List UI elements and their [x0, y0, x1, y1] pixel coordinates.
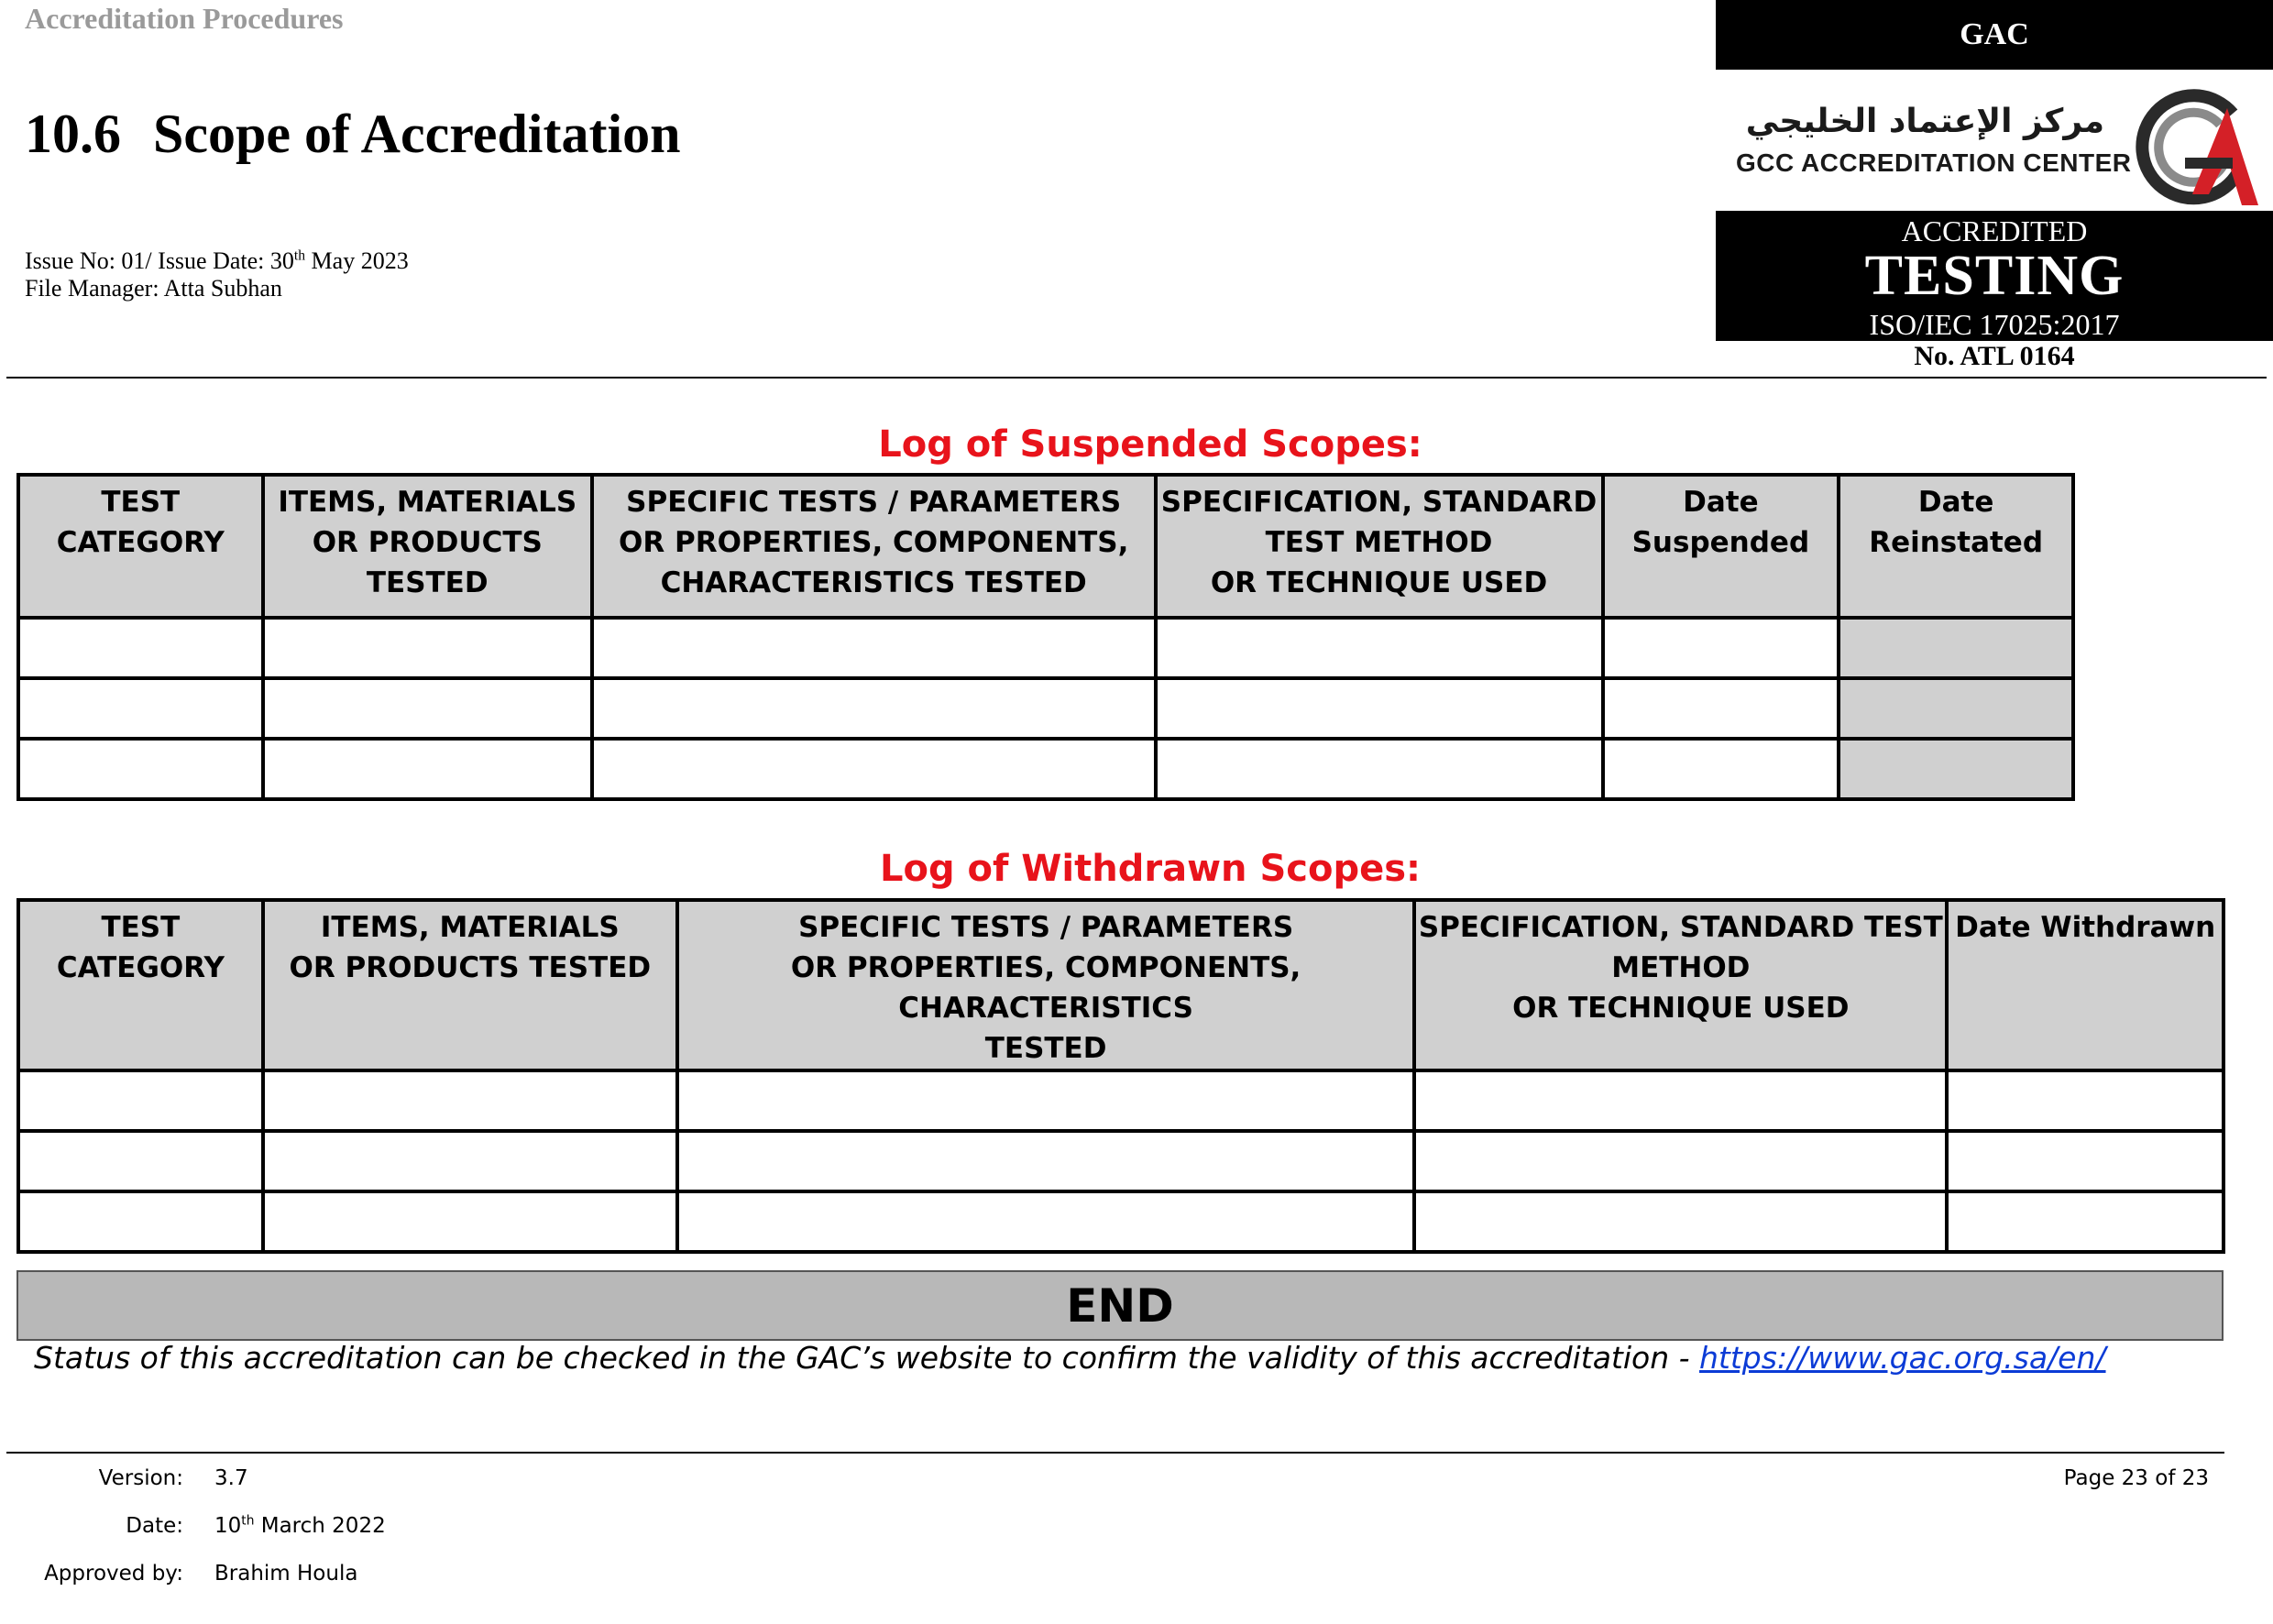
column-header	[677, 900, 1414, 1070]
table-header-row	[18, 475, 2073, 618]
section-title-text: Scope of Accreditation	[153, 104, 681, 164]
gac-banner-text: GAC	[1960, 17, 2029, 51]
table-cell	[18, 618, 263, 678]
standard-label: ISO/IEC 17025:2017	[1869, 308, 2120, 341]
date-value	[214, 1514, 386, 1538]
logo-english-text: GCC ACCREDITATION CENTER	[1736, 148, 2132, 177]
table-cell	[1603, 618, 1839, 678]
issue-info	[25, 247, 409, 275]
document-category: Accreditation Procedures	[25, 2, 344, 35]
status-note	[34, 1340, 2106, 1376]
column-header	[1603, 475, 1839, 618]
table-cell	[592, 618, 1156, 678]
column-header	[263, 475, 592, 618]
table-cell	[1947, 1131, 2224, 1191]
table-cell	[592, 739, 1156, 799]
approved-value: Brahim Houla	[214, 1562, 358, 1586]
section-title	[25, 103, 680, 166]
footer-divider	[6, 1452, 2224, 1454]
file-manager: File Manager: Atta Subhan	[25, 275, 282, 302]
column-header-line: SPECIFICATION, STANDARD TEST	[1418, 911, 1943, 944]
column-header-line: SPECIFICATION, STANDARD	[1160, 486, 1598, 519]
gac-logo-icon	[2125, 77, 2260, 213]
table-cell	[263, 739, 592, 799]
table-cell	[1156, 618, 1603, 678]
column-header-line: ITEMS, MATERIALS	[278, 486, 577, 519]
table-cell	[18, 1070, 263, 1131]
table-row	[18, 739, 2073, 799]
column-header-line: METHOD	[1611, 951, 1751, 984]
column-header	[1156, 475, 1603, 618]
date-suffix: March 2022	[254, 1514, 386, 1538]
column-header-line: TEST	[101, 911, 181, 944]
column-header	[1839, 475, 2073, 618]
column-header-line: Date Withdrawn	[1955, 911, 2216, 944]
table-cell	[677, 1070, 1414, 1131]
withdrawn-scopes-table	[16, 898, 2225, 1254]
header-divider	[6, 377, 2267, 379]
version-label: Version:	[98, 1466, 183, 1490]
table-cell	[677, 1191, 1414, 1252]
end-banner	[16, 1270, 2224, 1341]
table-cell	[677, 1131, 1414, 1191]
table-cell	[263, 1191, 677, 1252]
suspended-scopes-title: Log of Suspended Scopes:	[878, 423, 1422, 466]
table-row	[18, 678, 2073, 739]
column-header-line: OR PRODUCTS TESTED	[289, 951, 652, 984]
column-header-line: OR PROPERTIES, COMPONENTS, CHARACTERISTICS	[790, 951, 1301, 1025]
column-header-line: Suspended	[1631, 526, 1810, 559]
page-number: Page 23 of 23	[2063, 1466, 2209, 1490]
column-header-line: SPECIFIC TESTS / PARAMETERS	[626, 486, 1122, 519]
issue-prefix: Issue No: 01/ Issue Date: 30	[25, 247, 294, 274]
column-header	[592, 475, 1156, 618]
table-cell	[1839, 739, 2073, 799]
table-cell	[1156, 739, 1603, 799]
column-header	[18, 900, 263, 1070]
table-row	[18, 1191, 2224, 1252]
table-cell	[18, 1131, 263, 1191]
column-header-line: CATEGORY	[56, 526, 225, 559]
column-header-line: OR TECHNIQUE USED	[1210, 566, 1548, 599]
table-cell	[1414, 1070, 1947, 1131]
approved-label: Approved by:	[44, 1562, 183, 1586]
accredited-label: ACCREDITED	[1901, 214, 2088, 247]
column-header-line: CHARACTERISTICS TESTED	[660, 566, 1087, 599]
column-header	[18, 475, 263, 618]
column-header	[263, 900, 677, 1070]
table-cell	[263, 678, 592, 739]
table-row	[18, 618, 2073, 678]
column-header-line: Reinstated	[1869, 526, 2044, 559]
table-cell	[592, 678, 1156, 739]
table-row	[18, 1070, 2224, 1131]
table-cell	[1414, 1131, 1947, 1191]
column-header-line: TESTED	[984, 1032, 1107, 1065]
gac-banner	[1716, 0, 2273, 70]
column-header-line: Date	[1683, 486, 1759, 519]
issue-sup: th	[293, 247, 306, 264]
table-cell	[1947, 1070, 2224, 1131]
column-header-line: TESTED	[366, 566, 489, 599]
accreditation-number: No. ATL 0164	[1914, 341, 2075, 371]
table-cell	[263, 1070, 677, 1131]
end-label: END	[1066, 1278, 1174, 1333]
column-header-line: TEST METHOD	[1265, 526, 1493, 559]
section-number: 10.6	[25, 104, 121, 164]
column-header	[1414, 900, 1947, 1070]
table-cell	[18, 1191, 263, 1252]
table-cell	[1156, 678, 1603, 739]
accreditation-badge	[1716, 211, 2273, 341]
column-header-line: TEST	[101, 486, 181, 519]
logo-arabic-text: مركز الإعتماد الخليجي	[1745, 103, 2104, 140]
testing-label: TESTING	[1864, 245, 2125, 307]
issue-suffix: May 2023	[305, 247, 409, 274]
suspended-scopes-table	[16, 473, 2075, 801]
table-cell	[1414, 1191, 1947, 1252]
table-cell	[263, 618, 592, 678]
date-sup: th	[241, 1513, 255, 1529]
table-cell	[1839, 678, 2073, 739]
status-text: Status of this accreditation can be checked in the GAC’s website to confirm the validity of this accreditation -	[34, 1340, 1700, 1376]
withdrawn-scopes-title: Log of Withdrawn Scopes:	[879, 848, 1422, 890]
date-label: Date:	[126, 1514, 183, 1538]
table-cell	[1603, 739, 1839, 799]
table-header-row	[18, 900, 2224, 1070]
table-row	[18, 1131, 2224, 1191]
column-header-line: OR TECHNIQUE USED	[1512, 992, 1850, 1025]
column-header-line: OR PROPERTIES, COMPONENTS,	[618, 526, 1129, 559]
table-cell	[1947, 1191, 2224, 1252]
table-cell	[1839, 618, 2073, 678]
column-header-line: OR PRODUCTS	[312, 526, 543, 559]
column-header-line: ITEMS, MATERIALS	[320, 911, 620, 944]
gcc-logo	[1716, 70, 2273, 209]
table-cell	[1603, 678, 1839, 739]
version-value: 3.7	[214, 1466, 248, 1490]
column-header-line: CATEGORY	[56, 951, 225, 984]
table-cell	[263, 1131, 677, 1191]
column-header	[1947, 900, 2224, 1070]
table-cell	[18, 739, 263, 799]
column-header-line: Date	[1917, 486, 1994, 519]
gac-website-link[interactable]: https://www.gac.org.sa/en/	[1699, 1340, 2106, 1376]
date-prefix: 10	[214, 1514, 242, 1538]
column-header-line: SPECIFIC TESTS / PARAMETERS	[798, 911, 1294, 944]
table-cell	[18, 678, 263, 739]
